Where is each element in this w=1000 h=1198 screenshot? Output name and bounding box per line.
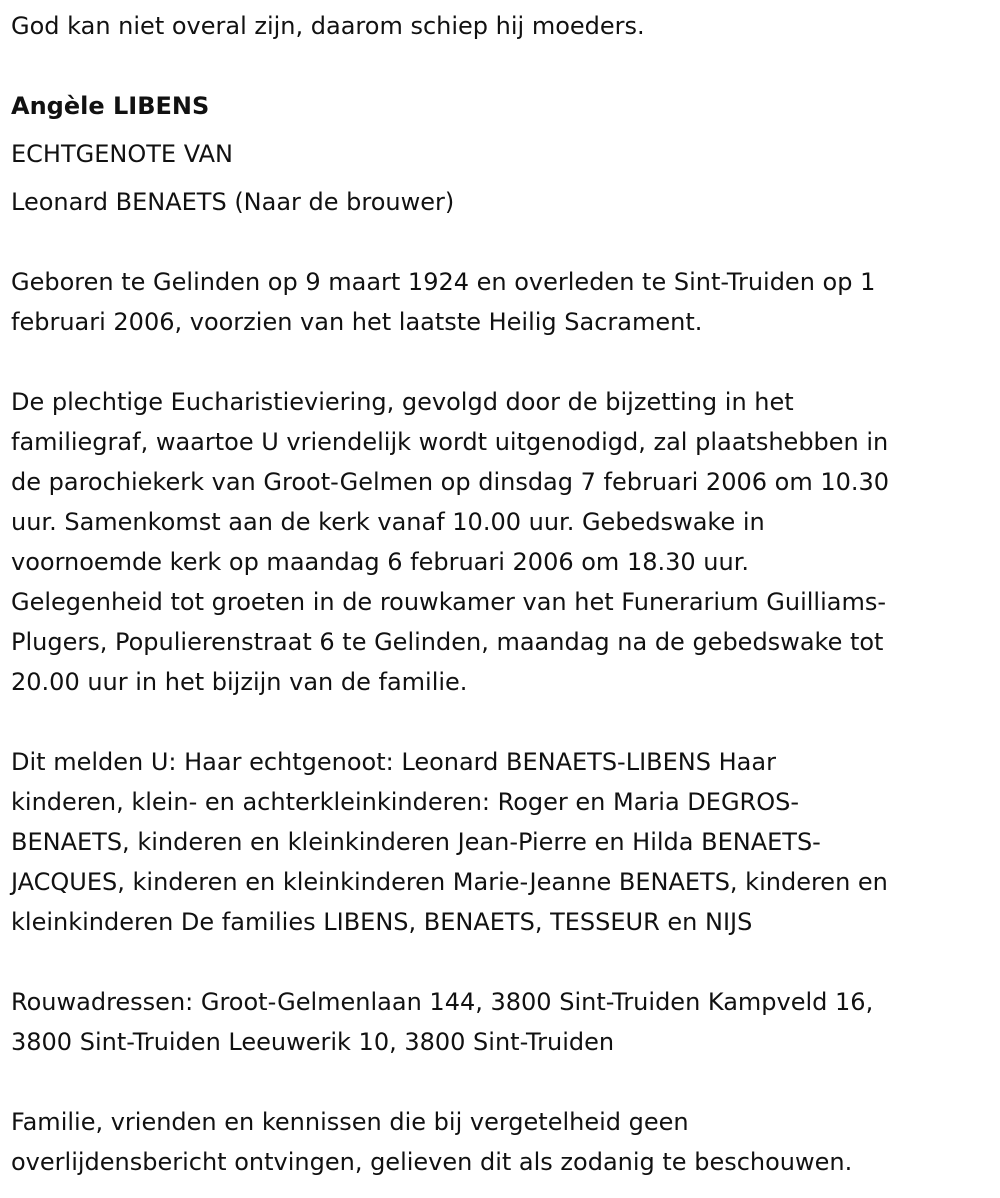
- paragraph-line: februari 2006, voorzien van het laatste Heilig Sacrament.: [11, 308, 703, 336]
- paragraph-line: 3800 Sint-Truiden Leeuwerik 10, 3800 Sint-Truiden: [11, 1028, 615, 1056]
- paragraph-line: Rouwadressen: Groot-Gelmenlaan 144, 3800 Sint-Truiden Kampveld 16,: [11, 988, 874, 1016]
- spouse-name: Leonard BENAETS (Naar de brouwer): [11, 188, 455, 216]
- quote-line: God kan niet overal zijn, daarom schiep hij moeders.: [11, 12, 645, 40]
- paragraph-line: kleinkinderen De families LIBENS, BENAETS, TESSEUR en NIJS: [11, 908, 753, 936]
- paragraph-line: voornoemde kerk op maandag 6 februari 2006 om 18.30 uur.: [11, 548, 749, 576]
- paragraph-line: overlijdensbericht ontvingen, gelieven dit als zodanig te beschouwen.: [11, 1148, 853, 1176]
- paragraph-line: 20.00 uur in het bijzijn van de familie.: [11, 668, 468, 696]
- paragraph-line: de parochiekerk van Groot-Gelmen op dinsdag 7 februari 2006 om 10.30: [11, 468, 890, 496]
- paragraph-line: Geboren te Gelinden op 9 maart 1924 en overleden te Sint-Truiden op 1: [11, 268, 876, 296]
- deceased-name: Angèle LIBENS: [11, 92, 210, 120]
- closing-paragraph: [11, 1102, 990, 1182]
- announced-by-paragraph: [11, 742, 990, 942]
- paragraph-line: Dit melden U: Haar echtgenoot: Leonard BENAETS-LIBENS Haar: [11, 748, 776, 776]
- paragraph-line: BENAETS, kinderen en kleinkinderen Jean-Pierre en Hilda BENAETS-: [11, 828, 821, 856]
- paragraph-line: Gelegenheid tot groeten in de rouwkamer van het Funerarium Guilliams-: [11, 588, 887, 616]
- paragraph-line: Familie, vrienden en kennissen die bij vergetelheid geen: [11, 1108, 689, 1136]
- relation-label: ECHTGENOTE VAN: [11, 140, 233, 168]
- ceremony-paragraph: [11, 382, 990, 702]
- birth-death-paragraph: [11, 262, 990, 342]
- paragraph-line: familiegraf, waartoe U vriendelijk wordt uitgenodigd, zal plaatshebben in: [11, 428, 889, 456]
- addresses-paragraph: [11, 982, 990, 1062]
- identity-block: [11, 86, 990, 222]
- paragraph-line: Plugers, Populierenstraat 6 te Gelinden, maandag na de gebedswake tot: [11, 628, 884, 656]
- paragraph-line: JACQUES, kinderen en kleinkinderen Marie-Jeanne BENAETS, kinderen en: [11, 868, 888, 896]
- paragraph-line: uur. Samenkomst aan de kerk vanaf 10.00 uur. Gebedswake in: [11, 508, 765, 536]
- paragraph-line: De plechtige Eucharistieviering, gevolgd door de bijzetting in het: [11, 388, 794, 416]
- paragraph-line: kinderen, klein- en achterkleinkinderen: Roger en Maria DEGROS-: [11, 788, 800, 816]
